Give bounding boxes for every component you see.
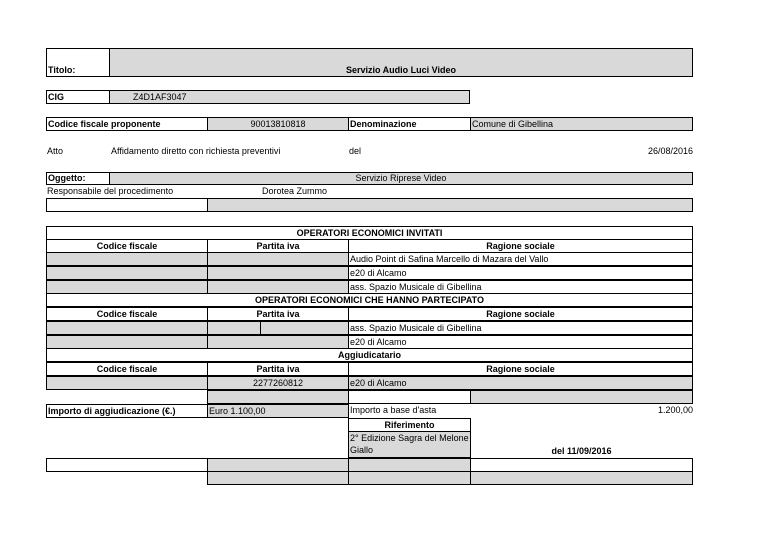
table-row-ragione: e20 di Alcamo bbox=[348, 266, 693, 280]
blank-cell bbox=[207, 458, 349, 472]
riferimento-label: Riferimento bbox=[348, 418, 471, 432]
table-row-piva-extra bbox=[260, 321, 349, 335]
cig-label: CIG bbox=[46, 90, 110, 104]
responsabile-blank-cell bbox=[46, 198, 208, 212]
atto-value: Affidamento diretto con richiesta preventivi bbox=[111, 146, 281, 156]
blank-cell bbox=[348, 458, 471, 472]
aggiudicatario-col-ragione: Ragione sociale bbox=[348, 362, 693, 376]
blank-cell bbox=[470, 390, 693, 404]
oggetto-label: Oggetto: bbox=[46, 172, 110, 185]
table-row-piva bbox=[207, 266, 349, 280]
invitati-col-ragione: Ragione sociale bbox=[348, 239, 693, 253]
table-row-ragione: Audio Point di Safina Marcello di Mazara del Vallo bbox=[348, 252, 693, 266]
importo-aggiudicazione-value: Euro 1.100,00 bbox=[207, 404, 349, 418]
denominazione-label: Denominazione bbox=[348, 117, 471, 131]
aggiudicatario-piva: 2277260812 bbox=[207, 376, 349, 390]
responsabile-value: Dorotea Zummo bbox=[262, 186, 328, 196]
responsabile-label: Responsabile del procedimento bbox=[47, 186, 174, 196]
del-label: del bbox=[349, 146, 362, 156]
riferimento-line-1: 2° Edizione Sagra del Melone bbox=[350, 433, 469, 443]
invitati-col-cf: Codice fiscale bbox=[46, 239, 208, 253]
table-row-cf bbox=[46, 252, 208, 266]
table-row-cf bbox=[46, 335, 208, 349]
riferimento-value bbox=[348, 431, 471, 458]
blank-cell bbox=[46, 458, 208, 472]
aggiudicatario-col-cf: Codice fiscale bbox=[46, 362, 208, 376]
riferimento-line-2: Giallo bbox=[350, 445, 374, 455]
page-title: Servizio Audio Luci Video bbox=[109, 48, 693, 77]
aggiudicatario-title: Aggiudicatario bbox=[46, 348, 693, 362]
table-row-cf bbox=[46, 266, 208, 280]
title-label: Titolo: bbox=[46, 48, 110, 77]
cig-value: Z4D1AF3047 bbox=[109, 90, 470, 104]
table-row-piva bbox=[207, 321, 261, 335]
importo-base-asta-value: 1.200,00 bbox=[657, 405, 693, 415]
table-row-piva bbox=[207, 252, 349, 266]
partecipanti-title: OPERATORI ECONOMICI CHE HANNO PARTECIPATO bbox=[46, 293, 693, 307]
aggiudicatario-ragione: e20 di Alcamo bbox=[348, 376, 693, 390]
table-row-piva bbox=[207, 280, 349, 294]
blank-cell bbox=[348, 390, 471, 404]
blank-cell bbox=[207, 390, 349, 404]
blank-cell bbox=[470, 471, 693, 485]
atto-label: Atto bbox=[47, 146, 64, 156]
partecipanti-col-cf: Codice fiscale bbox=[46, 307, 208, 321]
table-row-piva bbox=[207, 335, 349, 349]
table-row-ragione: ass. Spazio Musicale di Gibellina bbox=[348, 280, 693, 294]
denominazione-value: Comune di Gibellina bbox=[470, 117, 693, 131]
aggiudicatario-cf bbox=[46, 376, 208, 390]
table-row-cf bbox=[46, 321, 208, 335]
blank-cell bbox=[470, 458, 693, 472]
importo-base-asta-label: Importo a base d'asta bbox=[348, 404, 548, 418]
importo-aggiudicazione-label: Importo di aggiudicazione (€.) bbox=[46, 404, 208, 418]
oggetto-value: Servizio Riprese Video bbox=[109, 172, 693, 185]
invitati-title: OPERATORI ECONOMICI INVITATI bbox=[46, 226, 693, 240]
table-row-cf bbox=[46, 280, 208, 294]
partecipanti-col-piva: Partita iva bbox=[207, 307, 349, 321]
blank-cell bbox=[348, 471, 471, 485]
table-row-ragione: e20 di Alcamo bbox=[348, 335, 693, 349]
blank-cell bbox=[207, 471, 349, 485]
cf-proponente-value: 90013810818 bbox=[207, 117, 349, 131]
responsabile-blank-gray bbox=[207, 198, 693, 212]
cf-proponente-label: Codice fiscale proponente bbox=[46, 117, 208, 131]
riferimento-date: del 11/09/2016 bbox=[551, 446, 612, 456]
table-row-ragione: ass. Spazio Musicale di Gibellina bbox=[348, 321, 693, 335]
partecipanti-col-ragione: Ragione sociale bbox=[348, 307, 693, 321]
atto-date: 26/08/2016 bbox=[647, 146, 693, 156]
invitati-col-piva: Partita iva bbox=[207, 239, 349, 253]
aggiudicatario-col-piva: Partita iva bbox=[207, 362, 349, 376]
